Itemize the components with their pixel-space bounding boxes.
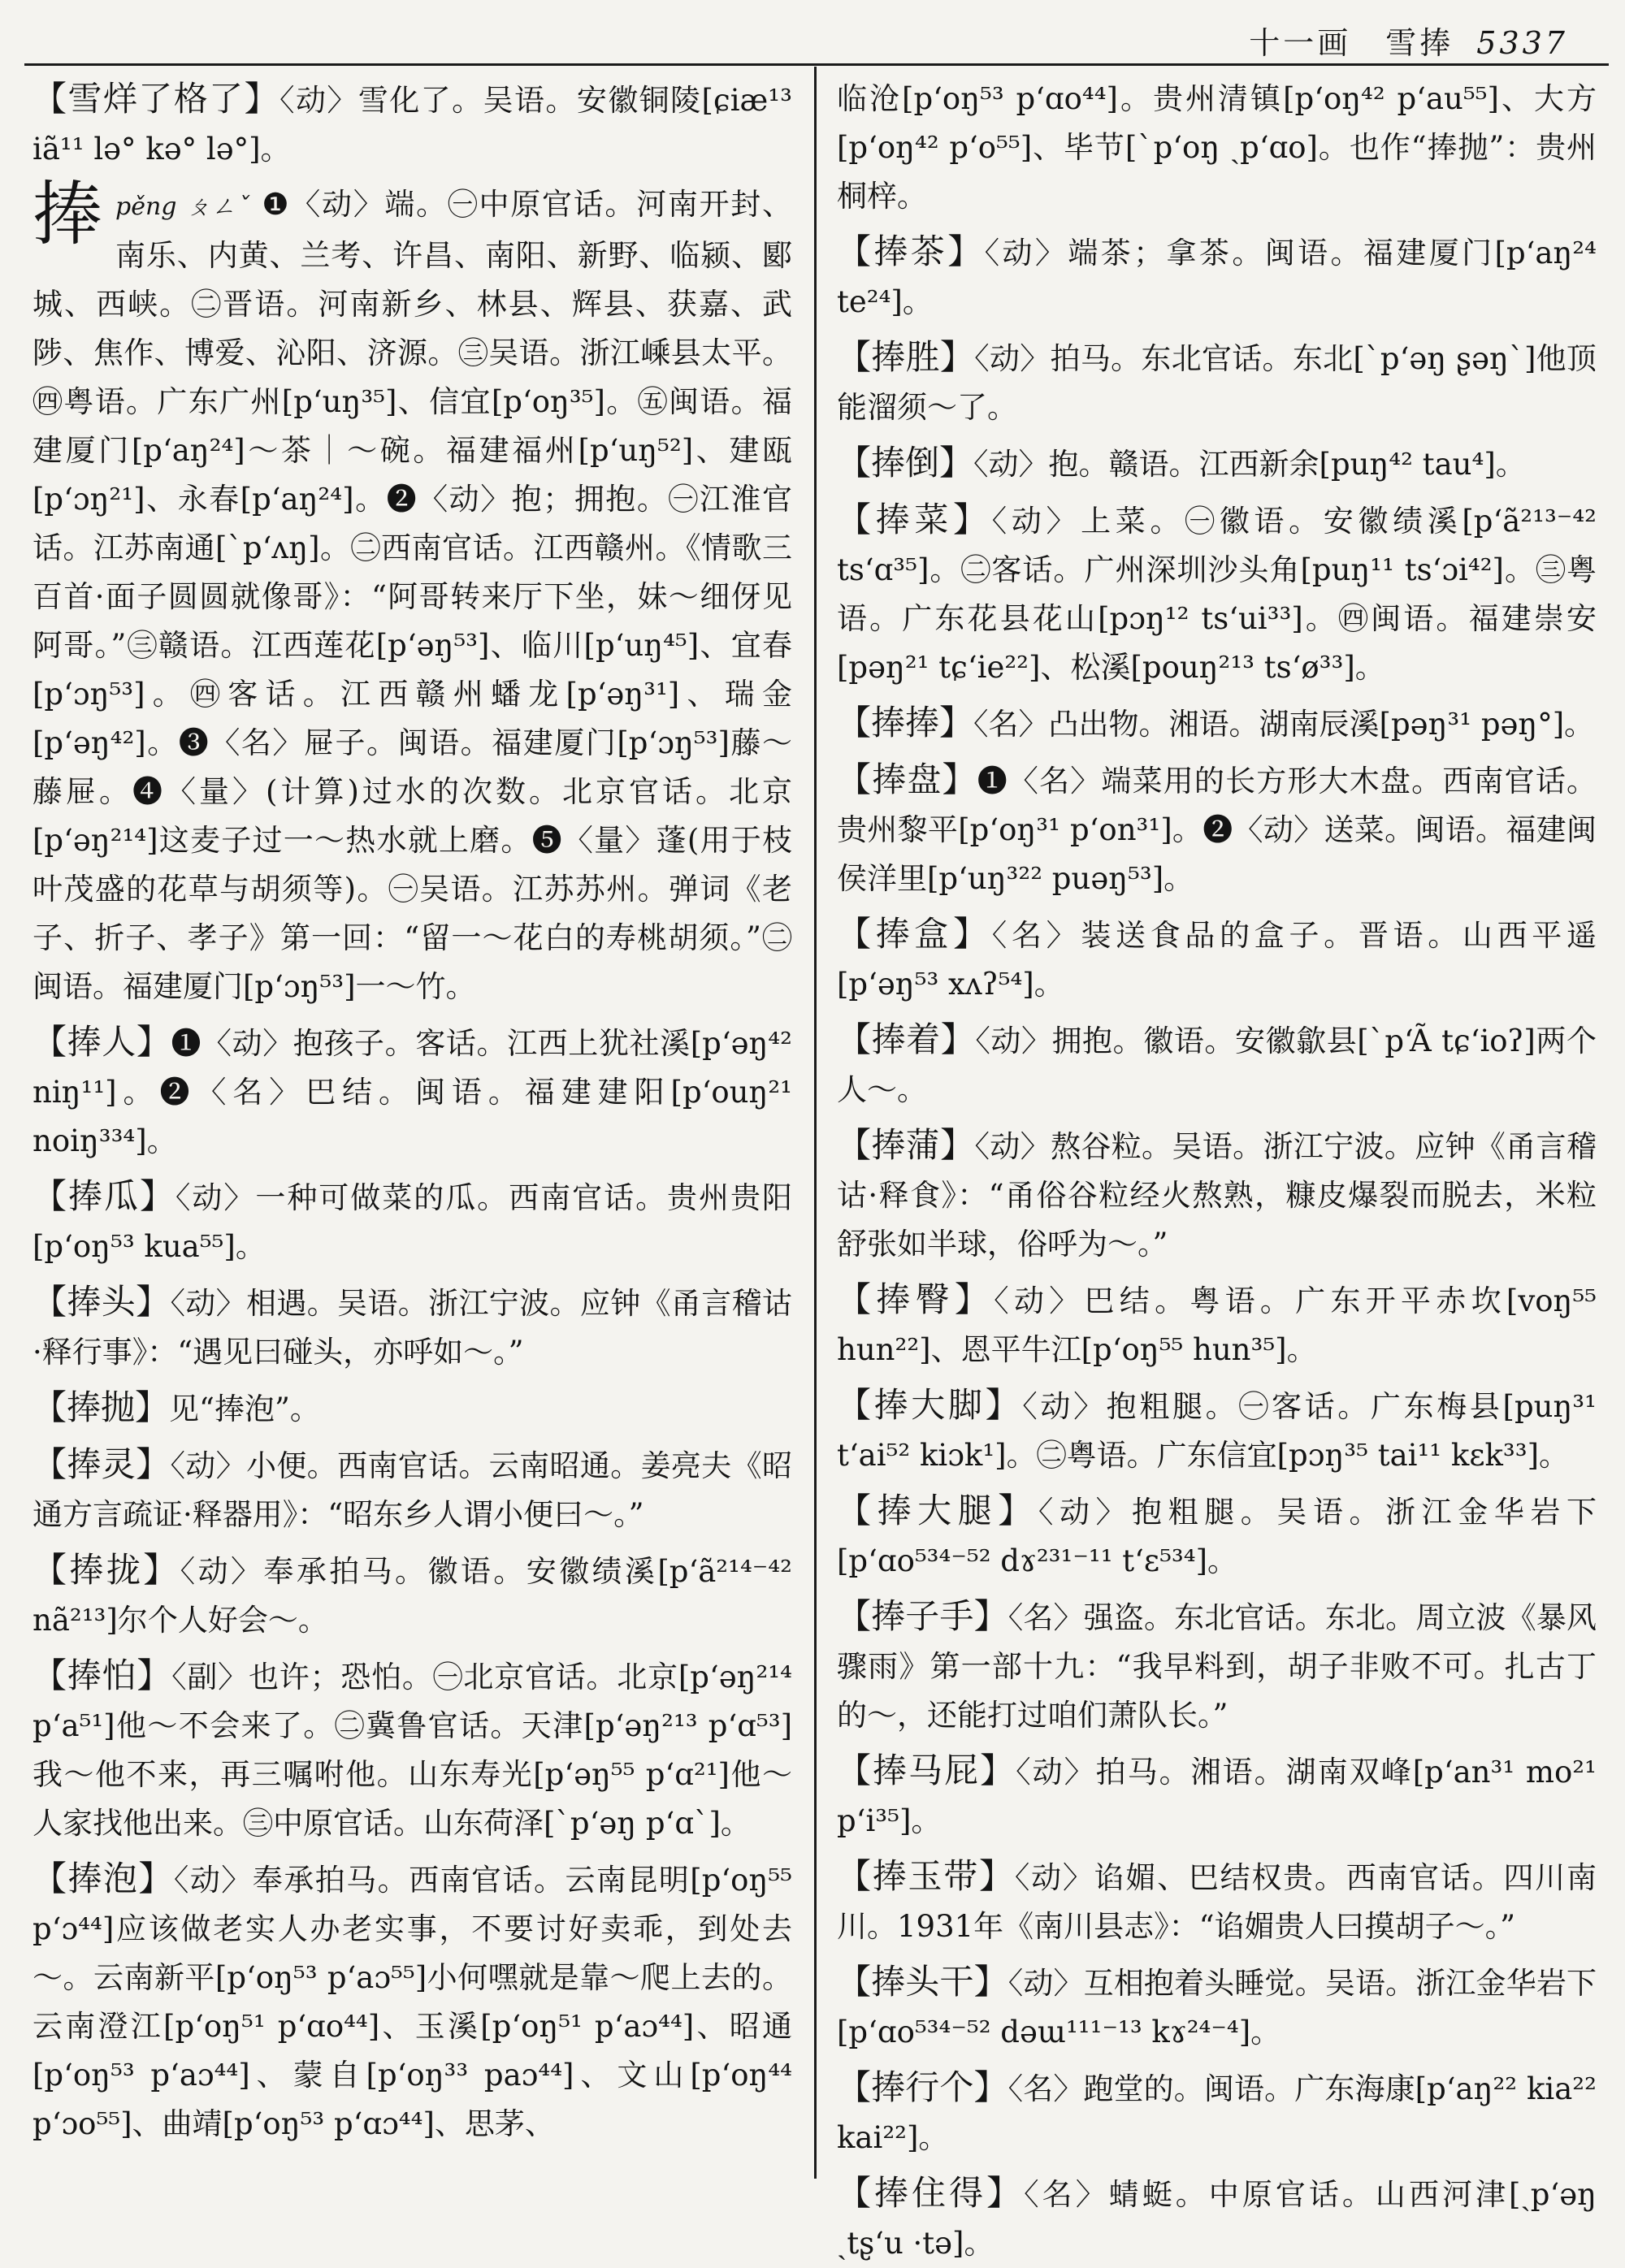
page-header [1249,18,1568,63]
entry: 【捧菜】〈动〉上菜。㊀徽语。安徽绩溪[pʻã²¹³⁻⁴² tsʻɑ³⁵]。㊁客话。广州深圳沙头角[puŋ¹¹ tsʻɔi⁴²]。㊂粤语。广东花县花山[pɔŋ¹² tsʻui³³]。㊃闽语。福建崇安[pəŋ²¹ tɕʻie²²]、松溪[pouŋ²¹³ tsʻø³³]。 [837,500,1597,685]
definition: ❶〈动〉端。㊀中原官话。河南开封、南乐、内黄、兰考、许昌、南阳、新野、临颍、郾城、西峡。㊁晋语。河南新乡、林县、辉县、获嘉、武陟、焦作、博爱、沁阳、济源。㊂吴语。浙江嵊县太平。㊃粤语。广东广州[pʻuŋ³⁵]、信宜[pʻoŋ³⁵]。㊄闽语。福建厦门[pʻaŋ²⁴]～茶｜～碗。福建福州[pʻuŋ⁵²]、建瓯[pʻɔŋ²¹]、永春[pʻaŋ²⁴]。❷〈动〉抱；拥抱。㊀江淮官话。江苏南通[ˋpʻʌŋ]。㊁西南官话。江西赣州。《情歌三百首·面子圆圆就像哥》：“阿哥转来厅下坐，妹～细伢见阿哥。”㊂赣语。江西莲花[pʻəŋ⁵³]、临川[pʻuŋ⁴⁵]、宜春[pʻɔŋ⁵³]。㊃客话。江西赣州蟠龙[pʻəŋ³¹]、瑞金[pʻəŋ⁴²]。❸〈名〉屉子。闽语。福建厦门[pʻɔŋ⁵³]藤～藤屉。❹〈量〉(计算)过水的次数。北京官话。北京[pʻəŋ²¹⁴]这麦子过一～热水就上磨。❺〈量〉蓬(用于枝叶茂盛的花草与胡须等)。㊀吴语。江苏苏州。弹词《老子、折子、孝子》第一回：“留一～花白的寿桃胡须。”㊁闽语。福建厦门[pʻɔŋ⁵³]一～竹。 [32,187,792,1004]
definition: 〈名〉跑堂的。闽语。广东海康[pʻaŋ²² kia²² kai²²]。 [837,2071,1597,2155]
definition: 〈动〉奉承拍马。徽语。安徽绩溪[pʻã²¹⁴⁻⁴² nã²¹³]尔个人好会～。 [32,1554,792,1638]
definition: ❶〈动〉抱孩子。客话。江西上犹社溪[pʻəŋ⁴² niŋ¹¹]。❷〈名〉巴结。闽语。福建建阳[pʻouŋ²¹ noiŋ³³⁴]。 [32,1026,792,1158]
headword: 捧人 [67,1022,136,1062]
headword: 捧捧 [871,703,940,742]
definition: 〈动〉拥抱。徽语。安徽歙县[ˋpʻÃ tɕʻioʔ]两个人～。 [837,1024,1597,1107]
headword: 捧马屁 [873,1751,981,1790]
entry-continuation [837,75,1597,221]
entry: 【捧盘】❶〈名〉端菜用的长方形大木盘。西南官话。贵州黎平[pʻoŋ³¹ pʻon³¹]。❷〈动〉送菜。闽语。福建闽侯洋里[pʻuŋ³²² puəŋ⁵³]。 [837,760,1597,896]
entry: 【捧子手】〈名〉强盗。东北官话。东北。周立波《暴风骤雨》第一部十九：“我早料到，胡子非败不可。扎古丁的～，还能打过咱们萧队长。” [837,1596,1597,1733]
definition: 〈动〉谄媚、巴结权贵。西南官话。四川南川。1931年《南川县志》：“谄媚贵人曰摸胡子～。” [837,1860,1597,1944]
headword: 捧住得 [874,2173,987,2213]
page-number: 5337 [1476,25,1568,61]
headword: 捧头干 [871,1962,974,2002]
definition: 〈名〉强盗。东北官话。东北。周立波《暴风骤雨》第一部十九：“我早料到，胡子非败不可。扎古丁的～，还能打过咱们萧队长。” [837,1600,1597,1733]
definition: 〈动〉一种可做菜的瓜。西南官话。贵州贵阳[pʻoŋ⁵³ kua⁵⁵]。 [32,1180,792,1264]
headword: 捧着 [871,1019,941,1059]
entry: 【捧怕】〈副〉也许；恐怕。㊀北京官话。北京[pʻəŋ²¹⁴ pʻa⁵¹]他～不会来了。㊁冀鲁官话。天津[pʻəŋ²¹³ pʻɑ⁵³]我～他不来，再三嘱咐他。山东寿光[pʻəŋ⁵⁵ pʻɑ²¹]他～人家找他出来。㊂中原官话。山东荷泽[ˋpʻəŋ pʻɑˋ]。 [32,1656,792,1841]
entry: 【捧抛】见“捧泡”。 [32,1387,320,1427]
definition: 〈动〉拍马。湘语。湖南双峰[pʻan³¹ mo²¹ pʻi³⁵]。 [837,1755,1597,1838]
entry: 【捧拢】〈动〉奉承拍马。徽语。安徽绩溪[pʻã²¹⁴⁻⁴² nã²¹³]尔个人好会～。 [32,1550,792,1638]
entry: 【捧大脚】〈动〉抱粗腿。㊀客话。广东梅县[puŋ³¹ tʻai⁵² kiɔk¹]。㊁粤语。广东信宜[pɔŋ³⁵ tai¹¹ kɛk³³]。 [837,1385,1597,1473]
entry: 【捧盒】〈名〉装送食品的盒子。晋语。山西平遥[pʻəŋ⁵³ xʌʔ⁵⁴]。 [837,914,1597,1002]
headword: 捧瓜 [67,1176,140,1216]
headword: 捧胜 [871,337,940,377]
definition: ❶〈名〉端菜用的长方形大木盘。西南官话。贵州黎平[pʻoŋ³¹ pʻon³¹]。❷〈动〉送菜。闽语。福建闽侯洋里[pʻuŋ³²² puəŋ⁵³]。 [837,764,1597,896]
definition: 〈副〉也许；恐怕。㊀北京官话。北京[pʻəŋ²¹⁴ pʻa⁵¹]他～不会来了。㊁冀鲁官话。天津[pʻəŋ²¹³ pʻɑ⁵³]我～他不来，再三嘱咐他。山东寿光[pʻəŋ⁵⁵ pʻɑ²¹]他～人家找他出来。㊂中原官话。山东荷泽[ˋpʻəŋ pʻɑˋ]。 [32,1660,792,1841]
entry: 【捧瓜】〈动〉一种可做菜的瓜。西南官话。贵州贵阳[pʻoŋ⁵³ kua⁵⁵]。 [32,1176,792,1264]
headword: 捧泡 [67,1859,139,1898]
entry: 【捧泡】〈动〉奉承拍马。西南官话。云南昆明[pʻoŋ⁵⁵ pʻɔ⁴⁴]应该做老实人办老实事，不要讨好卖乖，到处去～。云南新平[pʻoŋ⁵³ pʻaɔ⁵⁵]小何嘿就是靠～爬上去的。云南澄江[pʻoŋ⁵¹ pʻɑo⁴⁴]、玉溪[pʻoŋ⁵¹ pʻaɔ⁴⁴]、昭通[pʻoŋ⁵³ pʻaɔ⁴⁴]、蒙自[pʻoŋ³³ paɔ⁴⁴]、文山[pʻoŋ⁴⁴ pʻɔo⁵⁵]、曲靖[pʻoŋ⁵³ pʻɑɔ⁴⁴]、思茅、 [32,1859,792,2141]
definition: 〈动〉抱粗腿。吴语。浙江金华岩下[pʻɑo⁵³⁴⁻⁵² dɤ²³¹⁻¹¹ tʻɛ⁵³⁴]。 [837,1495,1597,1578]
headword: 捧臀 [876,1279,955,1319]
headword: 雪烊了格了 [67,79,245,119]
definition: 〈动〉相遇。吴语。浙江宁波。应钟《甬言稽诂·释行事》：“遇见曰碰头，亦呼如～。” [32,1286,792,1370]
definition: 〈动〉抱粗腿。㊀客话。广东梅县[puŋ³¹ tʻai⁵² kiɔk¹]。㊁粤语。广东信宜[pɔŋ³⁵ tai¹¹ kɛk³³]。 [837,1389,1597,1473]
entry: 【捧住得】〈名〉蜻蜓。中原官话。山西河津[ˏpʻəŋ ˏtʂʻu ·tə]。 [837,2173,1597,2261]
headword: 捧茶 [873,232,948,271]
entry: 【捧着】〈动〉拥抱。徽语。安徽歙县[ˋpʻÃ tɕʻioʔ]两个人～。 [837,1019,1597,1107]
headword: 捧行个 [871,2067,974,2107]
headword: 捧头 [67,1282,136,1322]
headword: 捧盘 [872,760,942,799]
entry: 【捧捧】〈名〉凸出物。湘语。湖南辰溪[pəŋ³¹ pəŋ°]。 [837,703,1595,742]
headword: 捧倒 [871,443,940,483]
definition: 〈动〉互相抱着头睡觉。吴语。浙江金华岩下[pʻɑo⁵³⁴⁻⁵² dəɯ¹¹¹⁻¹³ kɤ²⁴⁻⁴]。 [837,1966,1597,2049]
definition: 〈名〉装送食品的盒子。晋语。山西平遥[pʻəŋ⁵³ xʌʔ⁵⁴]。 [837,918,1597,1002]
entry: 【捧头干】〈动〉互相抱着头睡觉。吴语。浙江金华岩下[pʻɑo⁵³⁴⁻⁵² dəɯ¹¹¹⁻¹³ kɤ²⁴⁻⁴]。 [837,1962,1597,2049]
entry: 【捧马屁】〈动〉拍马。湘语。湖南双峰[pʻan³¹ mo²¹ pʻi³⁵]。 [837,1751,1597,1838]
entry: 【捧灵】〈动〉小便。西南官话。云南昭通。姜亮夫《昭通方言疏证·释器用》：“昭东乡人谓小便曰～。” [32,1444,792,1532]
headword: 捧拢 [69,1550,144,1590]
header-rule [24,63,1609,66]
pinyin: pěng ㄆㄥˇ [115,193,251,221]
running-head: 十一画 雪捧 [1249,25,1454,61]
left-column [32,75,792,2179]
entry: 【雪烊了格了】〈动〉雪化了。吴语。安徽铜陵[ɕiæ¹³ iã¹¹ lə° kə° lə°]。 [32,79,792,167]
headword: 捧玉带 [872,1856,980,1896]
entry: 【捧行个】〈名〉跑堂的。闽语。广东海康[pʻaŋ²² kia²² kai²²]。 [837,2067,1597,2155]
definition: 〈动〉熬谷粒。吴语。浙江宁波。应钟《甬言稽诂·释食》：“甬俗谷粒经火熬熟，糠皮爆裂而脱去，米粒舒张如半球，俗呼为～。” [837,1129,1597,1262]
headword: 捧大脚 [873,1385,986,1425]
headword: 捧灵 [67,1444,136,1484]
entry: 【捧头】〈动〉相遇。吴语。浙江宁波。应钟《甬言稽诂·释行事》：“遇见曰碰头，亦呼如～。” [32,1282,792,1370]
headword: 捧怕 [67,1656,137,1695]
headword: 捧大腿 [877,1491,999,1530]
main-headword: 捧 [32,174,102,255]
definition: 见“捧泡”。 [169,1392,320,1426]
headword: 捧菜 [875,500,953,539]
entry: 【捧大腿】〈动〉抱粗腿。吴语。浙江金华岩下[pʻɑo⁵³⁴⁻⁵² dɤ²³¹⁻¹¹ tʻɛ⁵³⁴]。 [837,1491,1597,1578]
headword: 捧抛 [67,1387,136,1427]
entry: 【捧茶】〈动〉端茶；拿茶。闽语。福建厦门[pʻaŋ²⁴ te²⁴]。 [837,232,1597,319]
definition: 〈动〉雪化了。吴语。安徽铜陵[ɕiæ¹³ iã¹¹ lə° kə° lə°]。 [32,83,792,167]
definition: 〈动〉上菜。㊀徽语。安徽绩溪[pʻã²¹³⁻⁴² tsʻɑ³⁵]。㊁客话。广州深圳沙头角[puŋ¹¹ tsʻɔi⁴²]。㊂粤语。广东花县花山[pɔŋ¹² tsʻui³³]。㊃闽语。福建崇安[pəŋ²¹ tɕʻie²²]、松溪[pouŋ²¹³ tsʻø³³]。 [837,504,1597,685]
definition: 〈动〉奉承拍马。西南官话。云南昆明[pʻoŋ⁵⁵ pʻɔ⁴⁴]应该做老实人办老实事，不要讨好卖乖，到处去～。云南新平[pʻoŋ⁵³ pʻaɔ⁵⁵]小何嘿就是靠～爬上去的。云南澄江[pʻoŋ⁵¹ pʻɑo⁴⁴]、玉溪[pʻoŋ⁵¹ pʻaɔ⁴⁴]、昭通[pʻoŋ⁵³ pʻaɔ⁴⁴]、蒙自[pʻoŋ³³ paɔ⁴⁴]、文山[pʻoŋ⁴⁴ pʻɔo⁵⁵]、曲靖[pʻoŋ⁵³ pʻɑɔ⁴⁴]、思茅、 [32,1863,792,2141]
column-divider [814,67,817,2179]
entry: 【捧蒲】〈动〉熬谷粒。吴语。浙江宁波。应钟《甬言稽诂·释食》：“甬俗谷粒经火熬熟，糠皮爆裂而脱去，米粒舒张如半球，俗呼为～。” [837,1125,1597,1262]
definition: 〈动〉抱。赣语。江西新余[puŋ⁴² tau⁴]。 [973,447,1526,482]
entry: 【捧臀】〈动〉巴结。粤语。广东开平赤坎[voŋ⁵⁵ hun²²]、恩平牛江[pʻoŋ⁵⁵ hun³⁵]。 [837,1279,1597,1367]
right-column [837,75,1597,2261]
headword: 捧子手 [871,1596,974,1636]
entry: 【捧玉带】〈动〉谄媚、巴结权贵。西南官话。四川南川。1931年《南川县志》：“谄媚贵人曰摸胡子～。” [837,1856,1597,1944]
definition: 〈动〉巴结。粤语。广东开平赤坎[voŋ⁵⁵ hun²²]、恩平牛江[pʻoŋ⁵⁵ hun³⁵]。 [837,1283,1597,1367]
headword: 捧盒 [875,914,954,954]
definition: 〈动〉小便。西南官话。云南昭通。姜亮夫《昭通方言疏证·释器用》：“昭东乡人谓小便曰～。” [32,1448,792,1532]
headword: 捧蒲 [871,1125,941,1165]
definition: 〈动〉拍马。东北官话。东北[ˋpʻəŋ ʂəŋˋ]他顶能溜须～了。 [837,341,1597,425]
definition: 〈名〉凸出物。湘语。湖南辰溪[pəŋ³¹ pəŋ°]。 [973,707,1595,742]
entry-main-character [32,174,792,1011]
definition: 临沧[pʻoŋ⁵³ pʻɑo⁴⁴]。贵州清镇[pʻoŋ⁴² pʻau⁵⁵]、大方[pʻoŋ⁴² pʻo⁵⁵]、毕节[ˋpʻoŋ ˏpʻɑo]。也作“捧抛”：贵州桐梓。 [837,81,1597,214]
entry: 【捧人】❶〈动〉抱孩子。客话。江西上犹社溪[pʻəŋ⁴² niŋ¹¹]。❷〈名〉巴结。闽语。福建建阳[pʻouŋ²¹ noiŋ³³⁴]。 [32,1022,792,1158]
entry: 【捧胜】〈动〉拍马。东北官话。东北[ˋpʻəŋ ʂəŋˋ]他顶能溜须～了。 [837,337,1597,425]
entry: 【捧倒】〈动〉抱。赣语。江西新余[puŋ⁴² tau⁴]。 [837,443,1526,483]
definition: 〈动〉端茶；拿茶。闽语。福建厦门[pʻaŋ²⁴ te²⁴]。 [837,236,1597,319]
definition: 〈名〉蜻蜓。中原官话。山西河津[ˏpʻəŋ ˏtʂʻu ·tə]。 [837,2177,1597,2261]
